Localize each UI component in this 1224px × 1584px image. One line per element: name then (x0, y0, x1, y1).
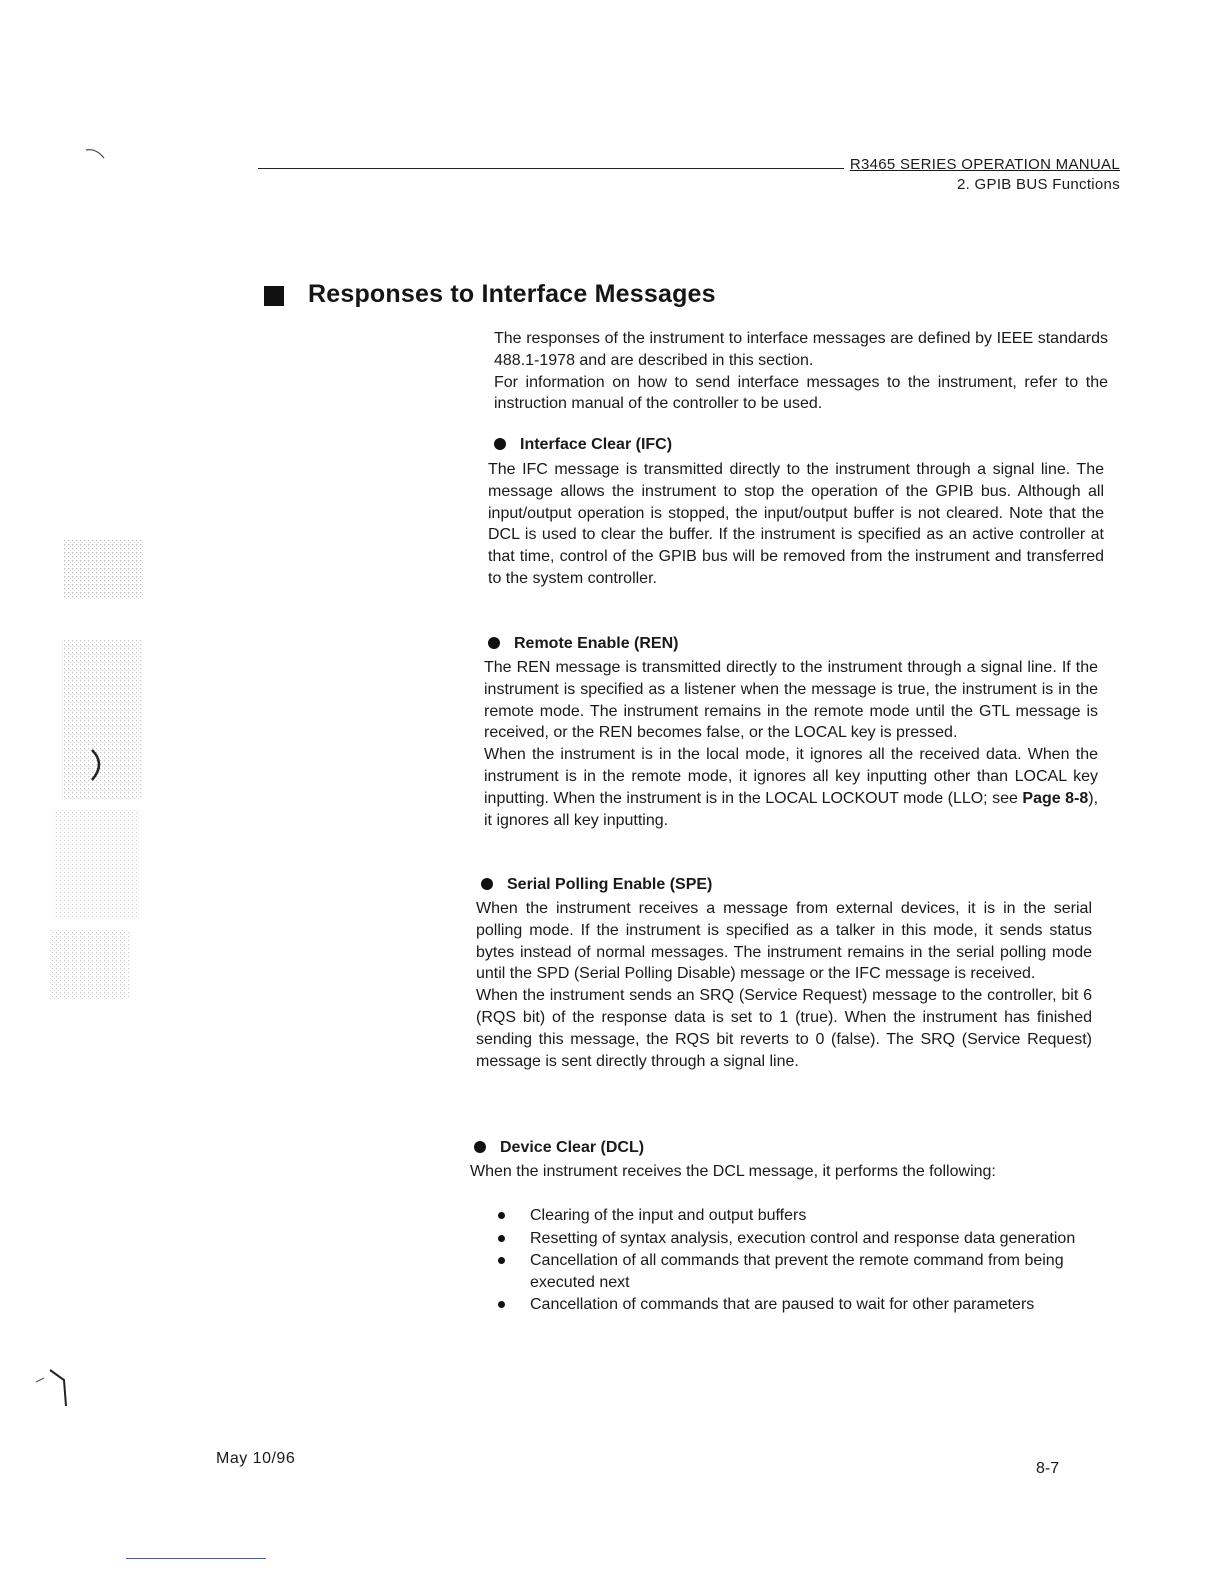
list-item-text: Cancellation of commands that are paused to wait for other parameters (530, 1296, 1035, 1314)
subsection-heading-dcl (474, 1137, 644, 1159)
subsection-heading-label: Remote Enable (REN) (514, 635, 679, 652)
intro-paragraph: The responses of the instrument to interface messages are defined by IEEE standards 488.1-1978 and are described in this section. (494, 330, 1108, 369)
list-item (496, 1228, 1086, 1250)
subsection-heading-ifc (494, 434, 672, 456)
intro-paragraph: For information on how to send interface messages to the instrument, refer to the instruction manual of the controller to be used. (494, 373, 1108, 413)
page-number: 8-7 (1036, 1460, 1060, 1477)
list-item (496, 1250, 1086, 1293)
list-item-text: Clearing of the input and output buffers (530, 1207, 807, 1224)
subsection-paragraph (484, 744, 1098, 831)
subsection-heading-label: Interface Clear (IFC) (520, 436, 673, 453)
subsection-paragraph: The IFC message is transmitted directly to the instrument through a signal line. The message allows the instrument to stop the operation of the GPIB bus. Although all input/output operation is stopped, the input/output buffer is not cleared. Note that the DCL is used to clear the buffer. If the instrument is specified as an active controller at that time, control of the GPIB bus will be removed from the instrument and transferred to the system controller. (488, 461, 1104, 587)
bullet-icon (498, 1257, 505, 1264)
subsection-heading-label: Serial Polling Enable (SPE) (507, 876, 713, 893)
subsection-body-ifc (488, 459, 1104, 590)
footer-date: May 10/96 (216, 1450, 296, 1467)
section-title: Responses to Interface Messages (308, 280, 716, 308)
section-square-icon (264, 286, 284, 306)
list-item (496, 1205, 1086, 1227)
bullet-icon (494, 438, 506, 450)
bullet-icon (498, 1212, 505, 1219)
subsection-paragraph: When the instrument sends an SRQ (Service Request) message to the controller, bit 6 (RQS bit) of the response data is set to 1 (true). When the instrument has finished sending this message, the RQS bit reverts to 0 (false). The SRQ (Service Request) message is sent directly through a signal line. (476, 987, 1092, 1070)
scan-mark (30, 1360, 90, 1410)
bullet-icon (481, 878, 493, 890)
subsection-heading-ren (488, 633, 678, 655)
subsection-paragraph: The REN message is transmitted directly to the instrument through a signal line. If the instrument is specified as a listener when the message is true, the instrument is in the remote mode. The instrument remains in the remote mode until the GTL message is received, or the REN becomes false, or the LOCAL key is pressed. (484, 659, 1098, 742)
subsection-body-dcl (470, 1161, 1086, 1183)
dcl-action-list (496, 1205, 1086, 1317)
subsection-heading-label: Device Clear (DCL) (500, 1139, 645, 1156)
section-intro (494, 328, 1108, 415)
scan-mark (84, 146, 114, 166)
manual-title: R3465 SERIES OPERATION MANUAL (844, 156, 1120, 173)
scan-noise (44, 520, 154, 1020)
page-reference: Page 8-8 (1022, 789, 1089, 807)
subsection-body-ren (484, 657, 1098, 831)
bullet-icon (498, 1235, 505, 1242)
list-item-text: Cancellation of all commands that prevent the remote command from being executed next (530, 1252, 1064, 1291)
subsection-paragraph: When the instrument receives the DCL message, it performs the following: (470, 1163, 996, 1180)
bullet-icon (498, 1301, 505, 1308)
bullet-icon (474, 1141, 486, 1153)
chapter-title: 2. GPIB BUS Functions (956, 176, 1120, 193)
footer-rule (126, 1558, 266, 1559)
subsection-paragraph: When the instrument receives a message from external devices, it is in the serial polling mode. If the instrument is specified as a talker in this mode, it sends status bytes instead of normal messages. The instrument remains in the serial polling mode until the SPD (Serial Polling Disable) message or the IFC message is received. (476, 900, 1092, 983)
bullet-icon (488, 637, 500, 649)
list-item-text: Resetting of syntax analysis, execution control and response data generation (530, 1229, 1076, 1247)
paragraph-text: ), it ignores all key inputting. (484, 789, 1099, 829)
subsection-heading-spe (481, 874, 712, 896)
list-item (496, 1294, 1086, 1316)
paragraph-text: When the instrument is in the local mode, it ignores all the received data. When the instrument is in the remote mode, it ignores all key inputting other than LOCAL key inputting. When the instrument is in the LOCAL LOCKOUT mode (LLO; see (484, 746, 1098, 807)
subsection-body-spe (476, 898, 1092, 1072)
